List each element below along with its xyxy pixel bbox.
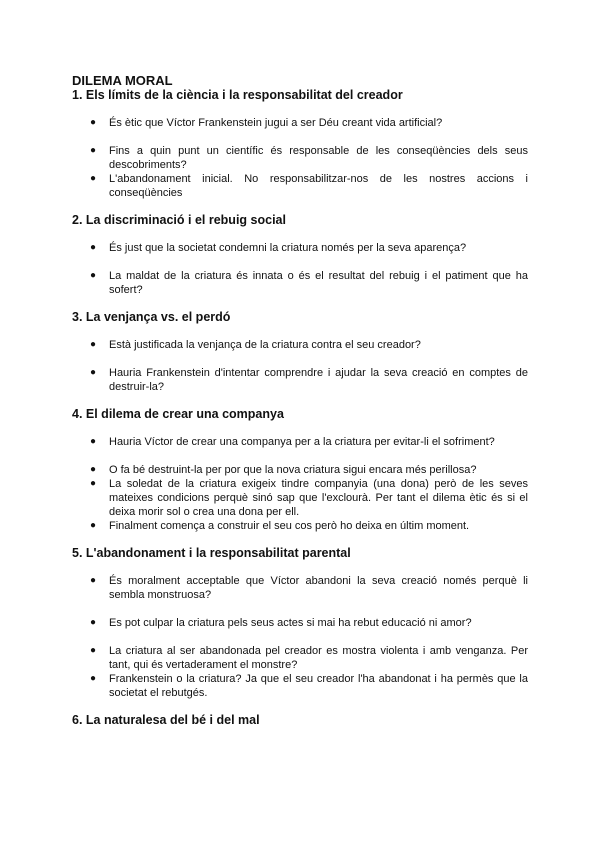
section-heading-4: 4. El dilema de crear una companya [72,407,284,421]
section-list-2 [72,241,528,297]
bullet-icon: ● [90,367,97,378]
section-heading-3: 3. La venjança vs. el perdó [72,310,231,324]
list-item: ● Està justificada la venjança de la criatura contra el seu creador? [90,339,421,351]
list-item: ● Hauria Víctor de crear una companya per a la criatura per evitar-li el sofriment? [90,436,495,448]
section-list-5 [72,574,528,700]
list-item: ● Fins a quin punt un científic és responsable de les conseqüències dels seus descobriments? [90,145,528,171]
bullet-icon: ● [90,145,97,156]
bullet-icon: ● [90,464,97,475]
bullet-icon: ● [90,673,97,684]
bullet-icon: ● [90,436,97,447]
bullet-icon: ● [90,520,97,531]
list-item: ● La criatura al ser abandonada pel creador es mostra violenta i amb venganza. Per tant, qui és vertaderament el monstre? [90,645,528,671]
list-item: ● Hauria Frankenstein d'intentar comprendre i ajudar la seva creació en comptes de destruir-la? [90,367,528,393]
bullet-icon: ● [90,270,97,281]
section-list-4 [72,435,528,533]
list-item: ● La soledat de la criatura exigeix tindre companyia (una dona) però de les seves mateixes condicions perquè sinó sap que l'exclourà. Per tant el dilema ètic és si el deixa morir sol o crea una dona per ell. [90,478,528,518]
section-heading-2: 2. La discriminació i el rebuig social [72,213,286,227]
bullet-icon: ● [90,478,97,489]
list-item: ● La maldat de la criatura és innata o és el resultat del rebuig i el patiment que ha sofert? [90,270,528,296]
section-heading-6: 6. La naturalesa del bé i del mal [72,713,260,727]
bullet-icon: ● [90,339,97,350]
section-list-1 [72,116,528,200]
list-item: ● L'abandonament inicial. No responsabilitzar-nos de les nostres accions i conseqüències [90,173,528,199]
list-item: ● O fa bé destruint-la per por que la nova criatura sigui encara més perillosa? [90,464,477,476]
list-item: ● Frankenstein o la criatura? Ja que el seu creador l'ha abandonat i ha permès que la societat el rebutgés. [90,673,528,699]
document-page [72,73,528,728]
section-heading-5: 5. L'abandonament i la responsabilitat parental [72,546,351,560]
section-heading-1: 1. Els límits de la ciència i la responsabilitat del creador [72,88,403,102]
bullet-icon: ● [90,242,97,253]
list-item: ● És just que la societat condemni la criatura només per la seva aparença? [90,242,467,254]
bullet-icon: ● [90,173,97,184]
document-title: DILEMA MORAL [72,73,173,88]
bullet-icon: ● [90,575,97,586]
section-list-3 [72,338,528,394]
list-item: ● És ètic que Víctor Frankenstein jugui a ser Déu creant vida artificial? [90,117,443,129]
list-item: ● Finalment comença a construir el seu cos però ho deixa en últim moment. [90,520,470,532]
bullet-icon: ● [90,645,97,656]
list-item: ● És moralment acceptable que Víctor abandoni la seva creació només perquè li sembla monstruosa? [90,575,528,601]
list-item: ● Es pot culpar la criatura pels seus actes si mai ha rebut educació ni amor? [90,617,472,629]
bullet-icon: ● [90,117,97,128]
bullet-icon: ● [90,617,97,628]
